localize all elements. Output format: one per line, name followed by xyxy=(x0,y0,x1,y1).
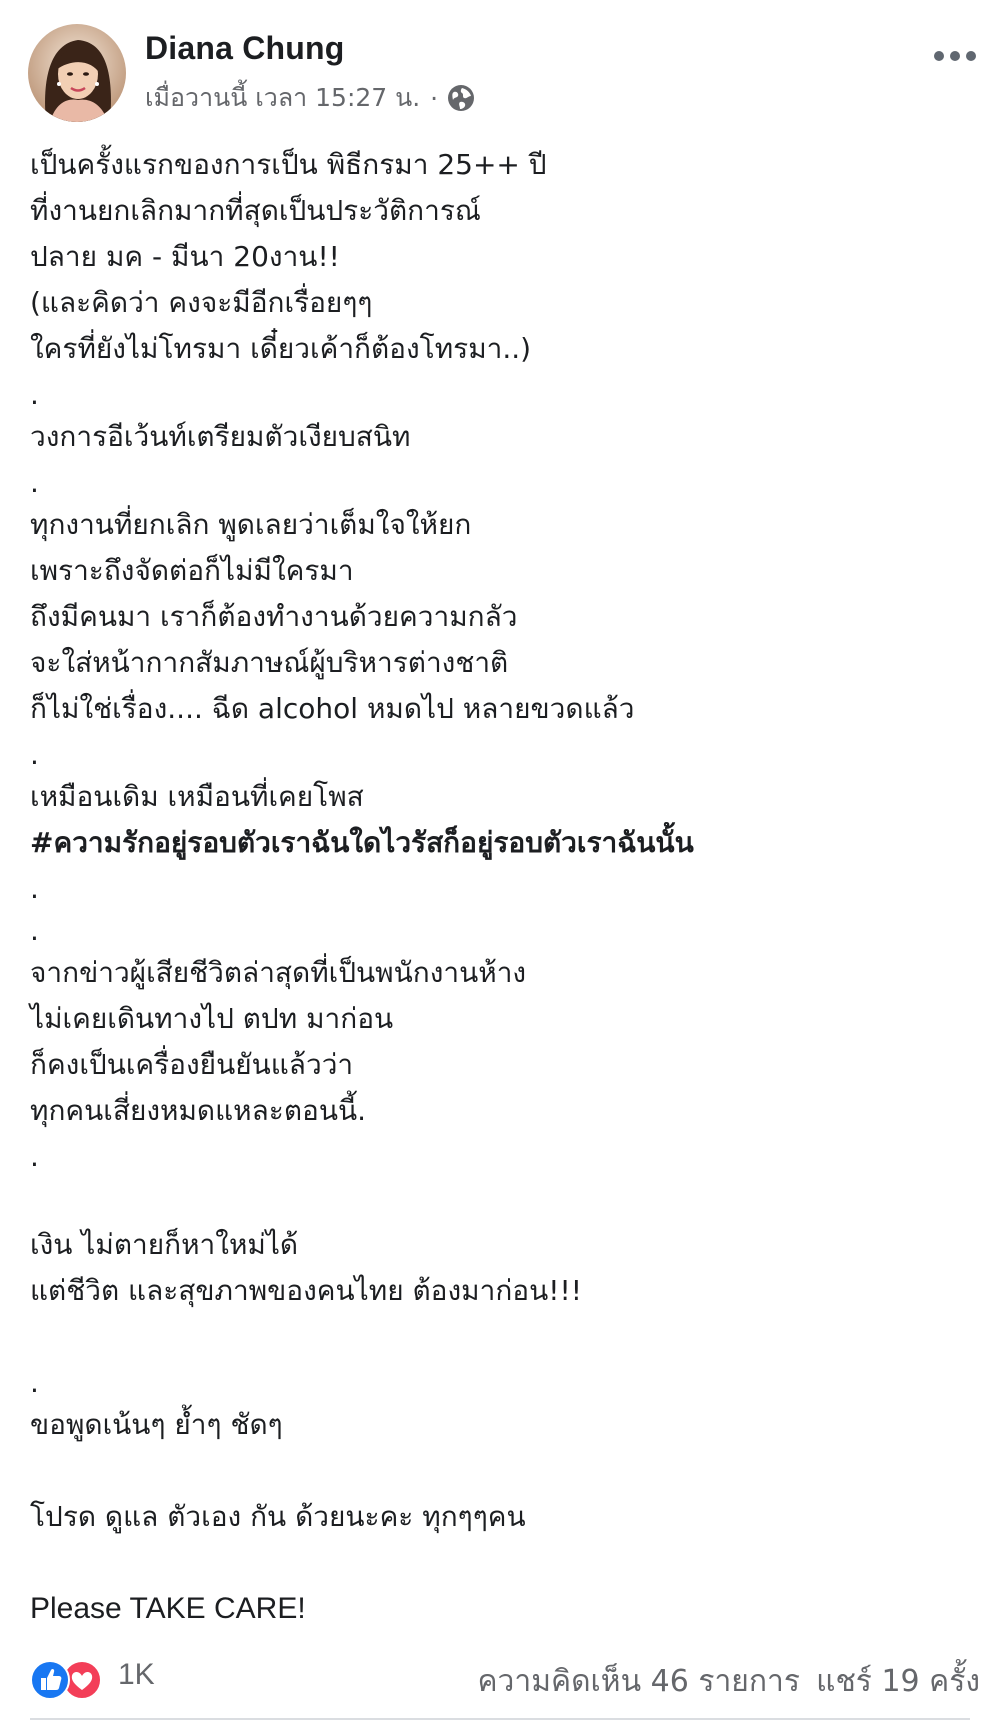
post-line: . xyxy=(30,872,39,905)
post-line: ใครที่ยังไม่โทรมา เดี๋ยวเค้าก็ต้องโทรมา..) xyxy=(30,332,532,365)
post-line: เพราะถึงจัดต่อก็ไม่มีใครมา xyxy=(30,554,354,587)
post-line: . xyxy=(30,914,39,947)
post-line: ถึงมีคนมา เราก็ต้องทำงานด้วยความกลัว xyxy=(30,600,518,633)
post-line: เงิน ไม่ตายก็หาใหม่ได้ xyxy=(30,1228,299,1261)
post-line: . xyxy=(30,1140,39,1173)
avatar-photo xyxy=(28,24,126,122)
post-line: . xyxy=(30,738,39,771)
divider xyxy=(30,1718,970,1720)
blank-line xyxy=(30,1314,980,1360)
post-footer xyxy=(0,1648,1000,1708)
post-line: Please TAKE CARE! xyxy=(30,1592,306,1625)
post-line: . xyxy=(30,378,39,411)
globe-icon[interactable] xyxy=(446,83,476,113)
more-options-button[interactable] xyxy=(925,38,985,74)
post-header xyxy=(0,0,1000,130)
post-line: ทุกคนเสี่ยงหมดแหละตอนนี้. xyxy=(30,1094,366,1127)
post-line: ทุกงานที่ยกเลิก พูดเลยว่าเต็มใจให้ยก xyxy=(30,508,472,541)
post-line: เหมือนเดิม เหมือนที่เคยโพส xyxy=(30,780,364,813)
post-line: ก็ไม่ใช่เรื่อง.... ฉีด alcohol หมดไป หลายขวดแล้ว xyxy=(30,692,635,725)
post-line: จะใส่หน้ากากสัมภาษณ์ผู้บริหารต่างชาติ xyxy=(30,646,509,679)
blank-line xyxy=(30,1176,980,1222)
post-line: โปรด ดูแล ตัวเอง กัน ด้วยนะคะ ทุกๆๆคน xyxy=(30,1500,526,1533)
author-name[interactable]: Diana Chung xyxy=(145,30,345,66)
more-options-icon xyxy=(933,50,977,62)
meta-separator: · xyxy=(430,83,439,113)
post-line: ขอพูดเน้นๆ ย้ำๆ ชัดๆ xyxy=(30,1408,283,1441)
post-line: ปลาย มค - มีนา 20งาน!! xyxy=(30,240,340,273)
post-line: . xyxy=(30,1366,39,1399)
post-line: . xyxy=(30,466,39,499)
blank-line xyxy=(30,1448,980,1494)
post-line: ที่งานยกเลิกมากที่สุดเป็นประวัติการณ์ xyxy=(30,194,481,227)
post-line: เป็นครั้งแรกของการเป็น พิธีกรมา 25++ ปี xyxy=(30,148,547,181)
post-line: (และคิดว่า คงจะมีอีกเรื่อยๆๆ xyxy=(30,286,373,319)
reaction-count[interactable]: 1K xyxy=(118,1658,155,1691)
post-line: จากข่าวผู้เสียชีวิตล่าสุดที่เป็นพนักงานห้าง xyxy=(30,956,527,989)
post-timestamp[interactable]: เมื่อวานนี้ เวลา 15:27 น. xyxy=(145,83,421,112)
post-line: ไม่เคยเดินทางไป ตปท มาก่อน xyxy=(30,1002,394,1035)
hashtag-link[interactable]: #ความรักอยู่รอบตัวเราฉันใดไวรัสก็อยู่รอบตัวเราฉันนั้น xyxy=(30,826,694,859)
like-icon xyxy=(30,1660,70,1700)
post-line: แต่ชีวิต และสุขภาพของคนไทย ต้องมาก่อน!!! xyxy=(30,1274,582,1307)
post-meta xyxy=(145,80,476,116)
post-line: ก็คงเป็นเครื่องยืนยันแล้วว่า xyxy=(30,1048,354,1081)
avatar[interactable] xyxy=(28,24,126,122)
post-line: วงการอีเว้นท์เตรียมตัวเงียบสนิท xyxy=(30,420,411,453)
reaction-icons[interactable] xyxy=(30,1660,110,1700)
post-text xyxy=(30,142,980,1632)
blank-line xyxy=(30,1540,980,1586)
share-count-link[interactable]: แชร์ 19 ครั้ง xyxy=(816,1664,980,1699)
comment-count-link[interactable]: ความคิดเห็น 46 รายการ xyxy=(477,1664,800,1699)
